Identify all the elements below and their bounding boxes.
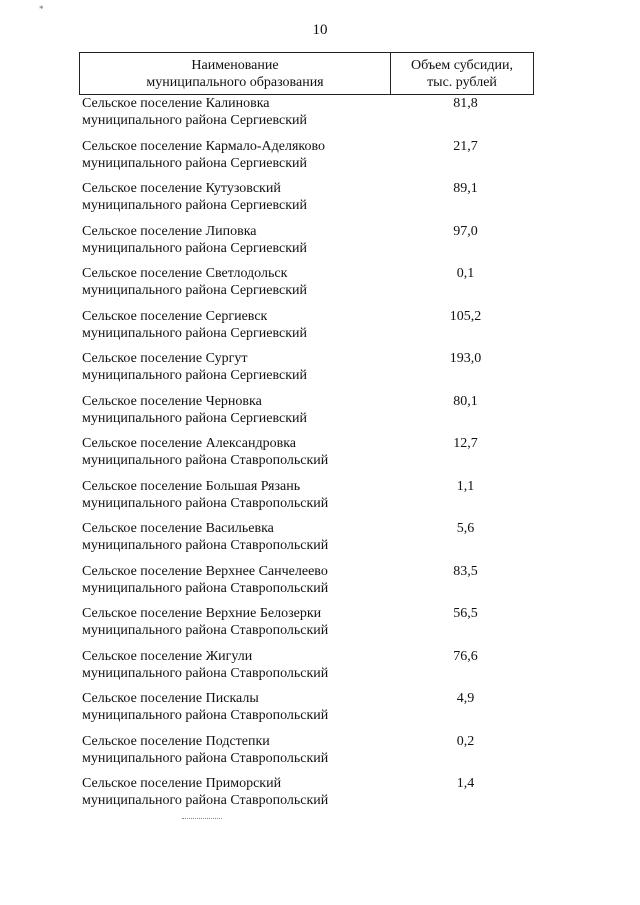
subsidy-amount: 81,8 [453, 96, 478, 111]
table-row [82, 95, 534, 138]
municipality-name-line-2: муниципального района Ставропольский [82, 495, 329, 511]
municipality-name-line-2: муниципального района Сергиевский [82, 283, 308, 298]
municipality-name-line-2: муниципального района Ставропольский [82, 580, 329, 596]
municipality-name [82, 690, 391, 733]
municipality-name-line-1: Сельское поселение Верхнее Санчелеево [82, 563, 328, 579]
municipality-name [82, 563, 391, 606]
municipality-name [82, 605, 391, 648]
subsidy-amount: 89,1 [453, 181, 478, 196]
table-row [82, 223, 534, 266]
page-number: 10 [312, 22, 328, 38]
municipality-name-line-2: муниципального района Сергиевский [82, 240, 308, 256]
table-row [82, 435, 534, 478]
subsidy-amount: 97,0 [453, 223, 478, 239]
municipality-name-line-2: муниципального района Сергиевский [82, 113, 308, 128]
table-row [82, 265, 534, 308]
subsidy-amount: 56,5 [453, 606, 478, 621]
municipality-name-line-1: Сельское поселение Большая Рязань [82, 478, 301, 494]
table-row [82, 520, 534, 563]
table-row [82, 563, 534, 606]
subsidy-amount: 76,6 [453, 648, 478, 664]
subsidy-amount: 4,9 [456, 691, 475, 706]
municipality-name-line-1: Сельское поселение Черновка [82, 393, 262, 409]
municipality-name [82, 648, 391, 691]
municipality-name-line-2: муниципального района Сергиевский [82, 368, 308, 383]
table-row [82, 308, 534, 351]
subsidy-amount: 0,2 [456, 733, 475, 749]
municipality-name [82, 138, 391, 181]
municipality-name-line-2: муниципального района Ставропольский [82, 623, 329, 638]
municipality-name [82, 435, 391, 478]
municipality-name-line-2: муниципального района Сергиевский [82, 410, 308, 426]
municipality-name-line-1: Сельское поселение Васильевка [82, 521, 274, 536]
municipality-name [82, 478, 391, 521]
municipality-name-line-1: Сельское поселение Жигули [82, 648, 253, 664]
municipality-name [82, 223, 391, 266]
municipality-name-line-2: муниципального района Сергиевский [82, 325, 308, 341]
table-body [82, 95, 534, 818]
table-row [82, 690, 534, 733]
table-row [82, 138, 534, 181]
municipality-name-line-1: Сельское поселение Светлодольск [82, 266, 288, 281]
municipality-name [82, 733, 391, 776]
subsidy-amount: 105,2 [449, 308, 482, 324]
subsidy-amount: 12,7 [453, 436, 478, 451]
header-name-line-1: Наименование [191, 57, 279, 73]
header-name-line-2: муниципального образования [146, 74, 324, 90]
subsidy-amount: 0,1 [456, 266, 475, 281]
table-row [82, 775, 534, 818]
subsidy-amount: 193,0 [449, 351, 482, 366]
municipality-name [82, 95, 391, 138]
municipality-name-line-2: муниципального района Ставропольский [82, 453, 329, 468]
municipality-name-line-2: муниципального района Сергиевский [82, 198, 308, 213]
municipality-name-line-1: Сельское поселение Сергиевск [82, 308, 268, 324]
municipality-name-line-2: муниципального района Сергиевский [82, 155, 308, 171]
municipality-name-line-2: муниципального района Ставропольский [82, 665, 329, 681]
municipality-name-line-2: муниципального района Ставропольский [82, 750, 329, 766]
table-row [82, 478, 534, 521]
municipality-name-line-1: Сельское поселение Кармало-Аделяково [82, 138, 326, 154]
municipality-name-line-1: Сельское поселение Пискалы [82, 691, 259, 706]
municipality-name [82, 350, 391, 393]
bottom-dotted-mark [182, 818, 222, 820]
municipality-name-line-1: Сельское поселение Александровка [82, 436, 297, 451]
municipality-name-line-2: муниципального района Ставропольский [82, 793, 329, 808]
municipality-name [82, 265, 391, 308]
municipality-name-line-1: Сельское поселение Липовка [82, 223, 257, 239]
subsidy-amount: 1,4 [456, 776, 475, 791]
subsidy-amount: 83,5 [453, 563, 478, 579]
subsidy-amount: 21,7 [453, 138, 478, 154]
municipality-name [82, 308, 391, 351]
municipality-name-line-2: муниципального района Ставропольский [82, 538, 329, 553]
table-row [82, 605, 534, 648]
header-amount-line-2: тыс. рублей [427, 74, 497, 90]
table-row [82, 648, 534, 691]
municipality-name-line-1: Сельское поселение Кутузовский [82, 181, 281, 196]
table-row [82, 350, 534, 393]
municipality-name-line-1: Сельское поселение Подстепки [82, 733, 270, 749]
municipality-name [82, 393, 391, 436]
header-amount-column [391, 53, 534, 94]
municipality-name-line-1: Сельское поселение Калиновка [82, 96, 270, 111]
municipality-name-line-1: Сельское поселение Сургут [82, 351, 248, 366]
header-amount-line-1: Объем субсидии, [411, 57, 513, 73]
table-header [79, 52, 534, 95]
subsidy-amount: 1,1 [456, 478, 475, 494]
municipality-name-line-2: муниципального района Ставропольский [82, 708, 329, 723]
municipality-name-line-1: Сельское поселение Приморский [82, 776, 282, 791]
municipality-name [82, 520, 391, 563]
table-row [82, 733, 534, 776]
municipality-name-line-1: Сельское поселение Верхние Белозерки [82, 606, 322, 621]
municipality-name [82, 180, 391, 223]
subsidy-amount: 80,1 [453, 393, 478, 409]
table-row [82, 180, 534, 223]
header-name-column [79, 53, 391, 94]
corner-mark: * [39, 4, 44, 14]
municipality-name [82, 775, 391, 818]
table-row [82, 393, 534, 436]
subsidy-amount: 5,6 [456, 521, 475, 536]
